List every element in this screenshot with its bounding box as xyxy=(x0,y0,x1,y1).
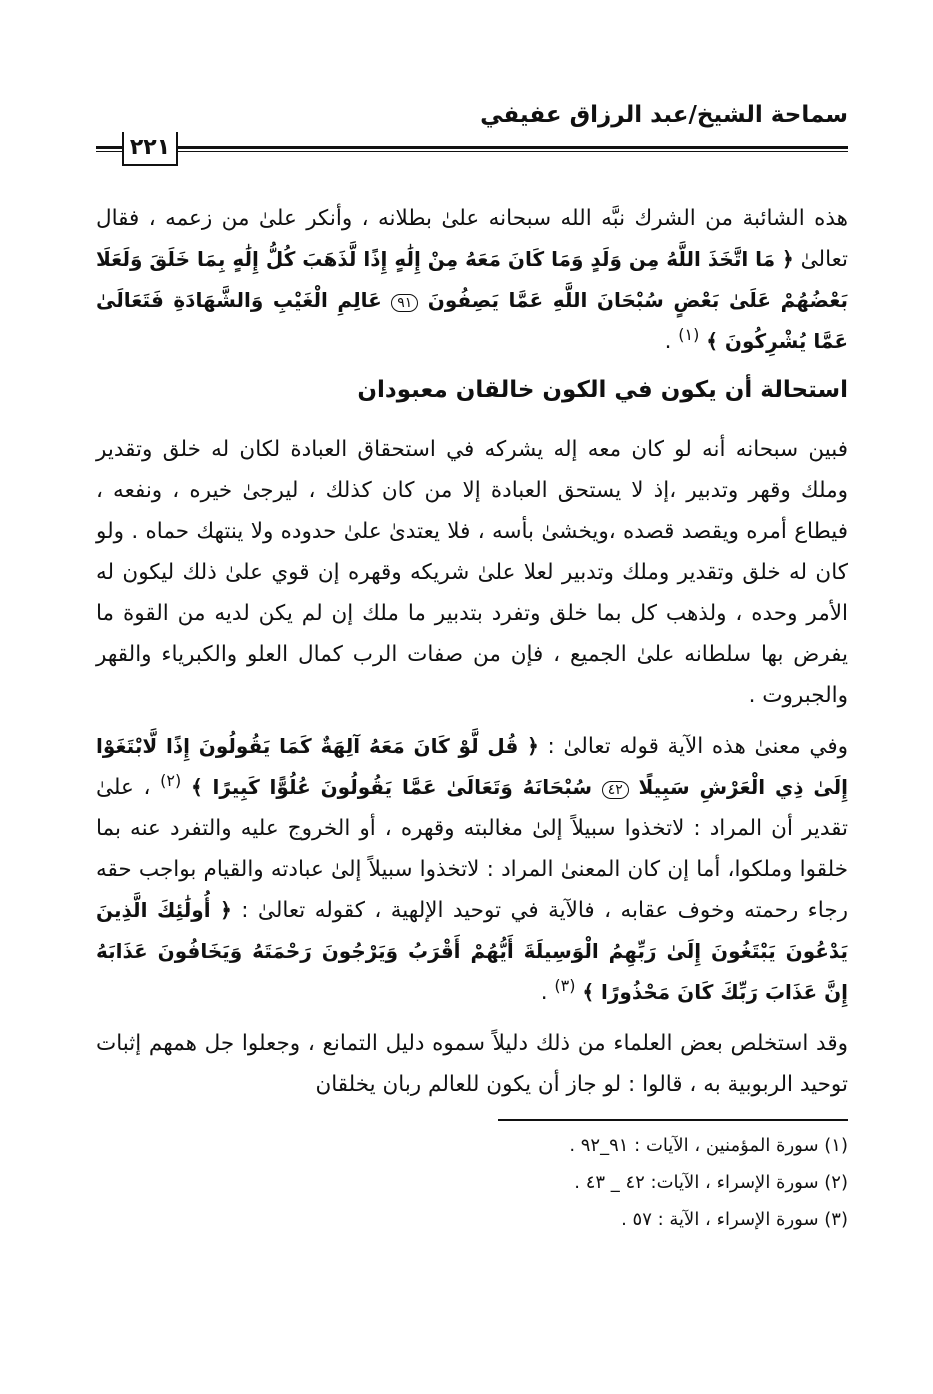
paragraph-3-intro: وفي معنىٰ هذه الآية قوله تعالىٰ : xyxy=(538,734,848,759)
quran-quote-continued: عَالِمِ الْغَيْبِ وَالشَّهَادَةِ فَتَعَالَىٰ عَمَّا يُشْرِكُونَ ﴾ xyxy=(96,288,848,353)
page-number: ٢٢١ xyxy=(122,132,178,166)
footnote-ref-3: (٣) xyxy=(554,975,576,995)
paragraph-2: فبين سبحانه أنه لو كان معه إله يشركه في استحقاق العبادة لكان له خلق وتقدير وملك وقهر وتدبير ،إذ لا يستحق العبادة إلا من كان كذلك ، ليرجىٰ خيره ، ونفعه ، فيطاع أمره ويقصد قصده ،ويخشىٰ بأسه ، فلا يعتدىٰ علىٰ حدوده ولا ينتهك حماه . ولو كان له خلق وتقدير وملك وتدبير لعلا علىٰ شريكه وقهره إن قوي علىٰ ذلك ليكون له الأمر وحده ، ولذهب كل بما خلق وتفرد بتدبير ما ملك إن لم يكن لديه من القوة ما يفرض بها سلطانه علىٰ الجميع ، فإن من صفات الرب كمال العلو والكبرياء والقهر والجبروت . xyxy=(96,437,848,708)
quran-quote: ﴿ أُولَٰئِكَ الَّذِينَ يَدْعُونَ يَبْتَغُونَ إِلَىٰ رَبِّهِمُ الْوَسِيلَةَ أَيُّهُمْ أَقْرَبُ وَيَرْجُونَ رَحْمَتَهُ وَيَخَافُونَ عَذَابَهُ إِنَّ عَذَابَ رَبِّكَ كَانَ مَحْذُورًا ﴾ xyxy=(96,898,848,1004)
footnote-2: (٢) سورة الإسراء ، الآيات: ٤٢ _ ٤٣ . xyxy=(574,1172,848,1193)
running-title: سماحة الشيخ/عبد الرزاق عفيفي xyxy=(480,102,848,128)
paragraph-1 xyxy=(96,198,848,362)
footnote-1: (١) سورة المؤمنين ، الآيات : ٩١_٩٢ . xyxy=(569,1135,848,1156)
section-heading: استحالة أن يكون في الكون خالقان معبودان xyxy=(357,377,848,403)
quran-quote-continued: سُبْحَانَهُ وَتَعَالَىٰ عَمَّا يَقُولُونَ عُلُوًّا كَبِيرًا ﴾ xyxy=(190,775,593,799)
header-rule xyxy=(96,146,848,152)
ayah-number-marker: ٤٢ xyxy=(602,781,629,799)
quran-quote: ﴿ قُل لَّوْ كَانَ مَعَهُ آلِهَةٌ كَمَا يَقُولُونَ إِذًا لَّابْتَغَوْا إِلَىٰ ذِي الْعَرْشِ سَبِيلًا xyxy=(96,734,848,799)
page-content xyxy=(96,96,848,1238)
footnote-ref-2: (٢) xyxy=(160,770,182,790)
footnote-separator xyxy=(498,1119,848,1121)
paragraph-3-middle: ، علىٰ تقدير أن المراد : لاتخذوا سبيلاً إلىٰ مغالبته وقهره ، أو الخروج عليه والتفرد عنه بما خلقوا وملكوا، أما إن كان المعنىٰ المراد : لاتخذوا سبيلاً إلىٰ عبادته والقيام بواجب حقه رجاء رحمته وخوف عقابه ، فالآية في توحيد الإلهية ، كقوله تعالىٰ : xyxy=(96,775,849,923)
footnote-ref-1: (١) xyxy=(678,324,700,344)
paragraph-1-end: . xyxy=(664,329,679,354)
ayah-number-marker: ٩١ xyxy=(391,294,418,312)
footnotes xyxy=(96,1127,848,1238)
running-header xyxy=(96,96,848,158)
body-text xyxy=(96,198,848,1105)
footnote-3: (٣) سورة الإسراء ، الآية : ٥٧ . xyxy=(621,1209,848,1230)
paragraph-1-intro: هذه الشائبة من الشرك نبَّه الله سبحانه علىٰ بطلانه ، وأنكر علىٰ من زعمه ، فقال تعالىٰ xyxy=(96,206,848,272)
paragraph-3 xyxy=(96,726,848,1013)
quran-quote: ﴿ مَا اتَّخَذَ اللَّهُ مِن وَلَدٍ وَمَا كَانَ مَعَهُ مِنْ إِلَٰهٍ إِذًا لَّذَهَبَ كُلُّ إِلَٰهٍ بِمَا خَلَقَ وَلَعَلَا بَعْضُهُمْ عَلَىٰ بَعْضٍ سُبْحَانَ اللَّهِ عَمَّا يَصِفُونَ xyxy=(96,247,849,312)
paragraph-4: وقد استخلص بعض العلماء من ذلك دليلاً سموه دليل التمانع ، وجعلوا جل همهم إثبات توحيد الربوبية به ، قالوا : لو جاز أن يكون للعالم ربان يخلقان xyxy=(96,1031,848,1097)
paragraph-3-end: . xyxy=(540,980,555,1005)
